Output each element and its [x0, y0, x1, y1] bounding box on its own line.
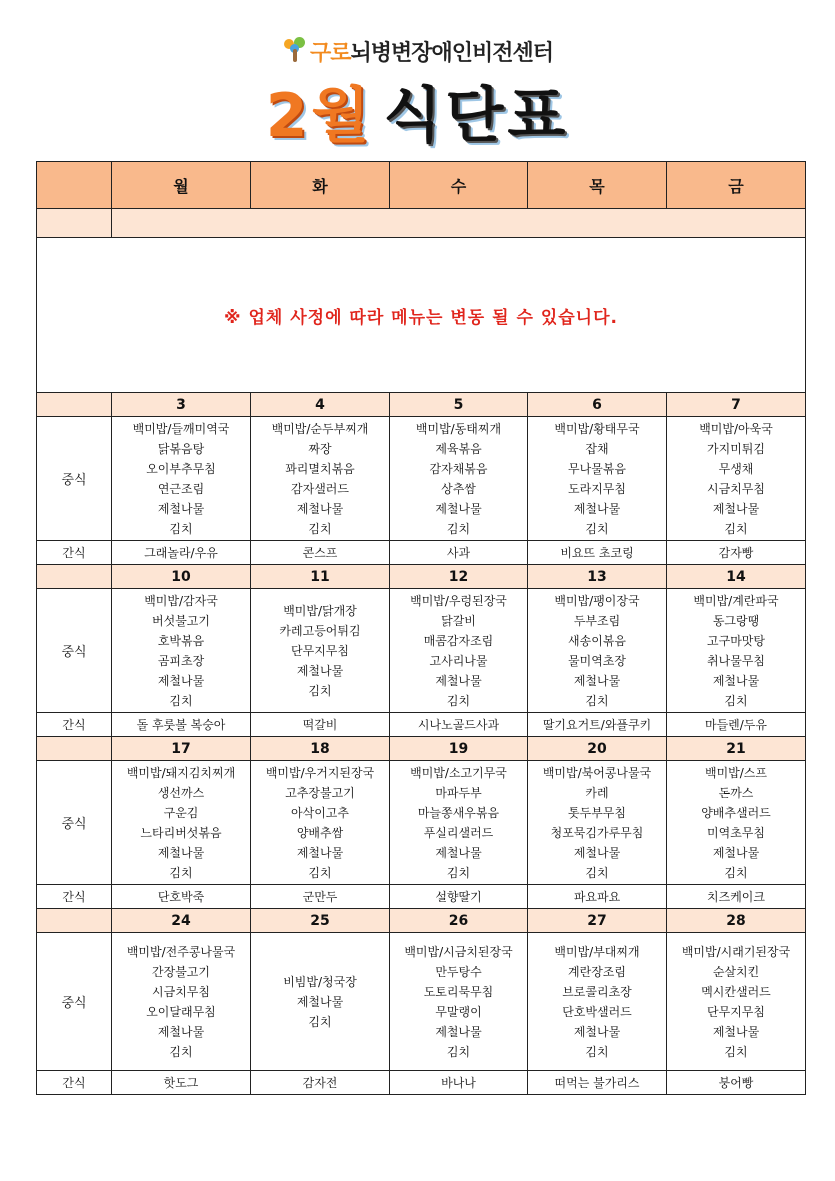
menu-item: 백미밥/아욱국	[699, 421, 773, 436]
lunch-menu-cell	[667, 761, 806, 885]
lunch-menu-cell	[667, 933, 806, 1071]
menu-item: 생선까스	[157, 785, 205, 800]
tree-logo-icon	[282, 37, 308, 63]
menu-item: 김치	[169, 865, 193, 880]
menu-table	[36, 161, 806, 1095]
date-label-cell	[37, 737, 112, 761]
menu-item: 마늘쫑새우볶음	[417, 805, 500, 820]
menu-item: 도라지무침	[568, 481, 626, 496]
menu-item: 카레	[585, 785, 609, 800]
menu-item: 백미밥/스프	[704, 765, 767, 780]
menu-item: 김치	[446, 693, 471, 708]
date-row	[37, 565, 806, 589]
menu-item: 김치	[308, 683, 332, 698]
lunch-menu-cell	[251, 761, 390, 885]
menu-item: 새송이볶음	[568, 633, 626, 648]
title-word: 식단표	[383, 81, 570, 151]
menu-item: 제철나물	[296, 845, 344, 860]
menu-item: 제철나물	[435, 673, 482, 688]
menu-item: 가지미튀김	[707, 441, 765, 456]
menu-item: 비빔밥/청국장	[283, 974, 357, 989]
lunch-menu-cell	[251, 417, 390, 541]
snack-cell: 비요뜨 초코링	[528, 541, 667, 565]
snack-cell: 떠먹는 불가리스	[528, 1071, 667, 1095]
date-cell: 21	[667, 737, 806, 761]
menu-item: 청포묵김가루무침	[550, 825, 644, 840]
snack-row	[37, 1071, 806, 1095]
date-cell: 18	[251, 737, 390, 761]
menu-item: 감자채볶음	[429, 461, 488, 476]
lunch-menu-cell	[667, 417, 806, 541]
menu-item: 마파두부	[435, 785, 482, 800]
menu-item: 호박볶음	[157, 633, 205, 648]
date-cell: 26	[390, 909, 528, 933]
page-header	[0, 0, 835, 160]
menu-item: 무나물볶음	[568, 461, 626, 476]
menu-item: 감자샐러드	[291, 481, 349, 496]
menu-item: 제철나물	[712, 1024, 760, 1039]
blank-band-row	[37, 209, 806, 238]
snack-row	[37, 885, 806, 909]
snack-row	[37, 541, 806, 565]
snack-cell: 시나노골드사과	[390, 713, 528, 737]
lunch-menu-cell	[390, 417, 528, 541]
menu-item: 오이부추무침	[146, 461, 216, 476]
center-name-rest: 뇌병변장애인비전센터	[350, 41, 554, 66]
menu-item: 닭갈비	[441, 613, 476, 628]
menu-item: 아삭이고추	[291, 805, 349, 820]
date-label-cell	[37, 393, 112, 417]
date-row	[37, 393, 806, 417]
weekday-1: 월	[112, 162, 251, 209]
date-cell: 3	[112, 393, 251, 417]
snack-cell: 사과	[390, 541, 528, 565]
menu-item: 잡채	[585, 441, 609, 456]
menu-item: 양배추쌈	[296, 825, 344, 840]
menu-item: 느타리버섯볶음	[140, 825, 222, 840]
menu-item: 제철나물	[296, 501, 344, 516]
menu-item: 버섯불고기	[152, 613, 210, 628]
menu-item: 제철나물	[573, 673, 621, 688]
menu-item: 김치	[585, 1044, 609, 1059]
menu-item: 백미밥/전주콩나물국	[126, 944, 236, 959]
menu-item: 매콤감자조림	[423, 633, 494, 648]
notice-text: ※ 업체 사정에 따라 메뉴는 변동 될 수 있습니다.	[37, 238, 806, 393]
menu-item: 간장불고기	[152, 964, 210, 979]
snack-cell: 감자빵	[667, 541, 806, 565]
menu-item: 김치	[308, 521, 332, 536]
lunch-menu-cell	[528, 761, 667, 885]
snack-cell: 설향딸기	[390, 885, 528, 909]
snack-cell: 마들렌/두유	[667, 713, 806, 737]
menu-item: 백미밥/우렁된장국	[410, 593, 507, 608]
date-row	[37, 737, 806, 761]
snack-cell: 붕어빵	[667, 1071, 806, 1095]
menu-item: 백미밥/우거지된장국	[265, 765, 375, 780]
menu-item: 제철나물	[712, 673, 760, 688]
menu-item: 김치	[585, 865, 609, 880]
date-cell: 4	[251, 393, 390, 417]
date-cell: 5	[390, 393, 528, 417]
menu-item: 물미역초장	[568, 653, 626, 668]
menu-item: 구운김	[163, 805, 199, 820]
lunch-menu-cell	[667, 589, 806, 713]
menu-item: 제철나물	[296, 663, 344, 678]
lunch-label: 중식	[37, 589, 112, 713]
menu-item: 백미밥/감자국	[144, 593, 218, 608]
lunch-menu-cell	[112, 417, 251, 541]
weekday-4: 목	[528, 162, 667, 209]
snack-cell: 치즈케이크	[667, 885, 806, 909]
menu-item: 단호박샐러드	[562, 1004, 632, 1019]
lunch-label: 중식	[37, 761, 112, 885]
weekday-5: 금	[667, 162, 806, 209]
menu-item: 김치	[169, 1044, 193, 1059]
menu-item: 제철나물	[157, 845, 205, 860]
menu-item: 김치	[308, 865, 332, 880]
menu-item: 만두탕수	[435, 964, 482, 979]
menu-item: 제철나물	[712, 845, 760, 860]
menu-item: 짜장	[308, 441, 332, 456]
weekday-2: 화	[251, 162, 390, 209]
menu-item: 단무지무침	[707, 1004, 765, 1019]
menu-item: 김치	[446, 521, 471, 536]
menu-item: 단무지무침	[291, 643, 349, 658]
lunch-row	[37, 933, 806, 1071]
date-label-cell	[37, 909, 112, 933]
date-cell: 28	[667, 909, 806, 933]
date-cell: 10	[112, 565, 251, 589]
lunch-menu-cell	[528, 933, 667, 1071]
snack-cell: 군만두	[251, 885, 390, 909]
menu-item: 제육볶음	[435, 441, 482, 456]
menu-item: 시금치무침	[152, 984, 210, 999]
menu-item: 꽈리멸치볶음	[285, 461, 355, 476]
menu-item: 제철나물	[435, 845, 482, 860]
date-cell: 6	[528, 393, 667, 417]
weekday-3: 수	[390, 162, 528, 209]
lunch-row	[37, 589, 806, 713]
lunch-row	[37, 761, 806, 885]
menu-item: 미역초무침	[707, 825, 765, 840]
menu-item: 두부조림	[573, 613, 621, 628]
menu-item: 푸실리샐러드	[423, 825, 494, 840]
menu-item: 제철나물	[157, 501, 205, 516]
lunch-menu-cell	[390, 761, 528, 885]
center-name-prefix: 구로	[309, 41, 351, 66]
menu-item: 순살치킨	[712, 964, 760, 979]
menu-item: 무말랭이	[435, 1004, 482, 1019]
lunch-label: 중식	[37, 417, 112, 541]
lunch-menu-cell	[112, 589, 251, 713]
snack-cell: 돌 후룻볼 복숭아	[112, 713, 251, 737]
menu-item: 백미밥/동태찌개	[415, 421, 502, 436]
band-label-cell	[37, 209, 112, 238]
date-cell: 25	[251, 909, 390, 933]
menu-item: 김치	[169, 693, 193, 708]
menu-item: 김치	[308, 1014, 332, 1029]
menu-item: 백미밥/계란파국	[693, 593, 779, 608]
menu-item: 양배추샐러드	[701, 805, 771, 820]
snack-label: 간식	[37, 541, 112, 565]
menu-item: 닭볶음탕	[157, 441, 205, 456]
menu-item: 멕시칸샐러드	[701, 984, 771, 999]
corner-cell	[37, 162, 112, 209]
menu-item: 오이달래무침	[146, 1004, 216, 1019]
menu-item: 제철나물	[296, 994, 344, 1009]
menu-item: 취나물무침	[707, 653, 765, 668]
menu-item: 백미밥/시금치된장국	[404, 944, 513, 959]
date-cell: 27	[528, 909, 667, 933]
snack-cell: 바나나	[390, 1071, 528, 1095]
date-cell: 14	[667, 565, 806, 589]
page-title	[0, 68, 835, 154]
lunch-menu-cell	[390, 933, 528, 1071]
menu-item: 브로콜리초장	[562, 984, 632, 999]
snack-cell: 감자전	[251, 1071, 390, 1095]
menu-item: 김치	[446, 1044, 471, 1059]
lunch-menu-cell	[251, 589, 390, 713]
menu-item: 제철나물	[435, 501, 482, 516]
menu-item: 백미밥/닭개장	[283, 603, 357, 618]
menu-item: 백미밥/소고기무국	[410, 765, 507, 780]
date-cell: 24	[112, 909, 251, 933]
menu-item: 상추쌈	[441, 481, 476, 496]
menu-item: 돈까스	[718, 785, 754, 800]
menu-item: 제철나물	[712, 501, 760, 516]
menu-item: 김치	[585, 693, 609, 708]
menu-item: 백미밥/부대찌개	[554, 944, 640, 959]
lunch-menu-cell	[112, 761, 251, 885]
snack-label: 간식	[37, 1071, 112, 1095]
menu-item: 김치	[724, 865, 748, 880]
menu-item: 카레고등어튀김	[279, 623, 361, 638]
band-cell	[112, 209, 806, 238]
lunch-menu-cell	[528, 417, 667, 541]
menu-item: 백미밥/황태무국	[554, 421, 640, 436]
menu-item: 동그랑땡	[712, 613, 760, 628]
menu-item: 고추장불고기	[285, 785, 355, 800]
menu-item: 제철나물	[573, 501, 621, 516]
date-cell: 13	[528, 565, 667, 589]
snack-cell: 단호박죽	[112, 885, 251, 909]
snack-cell: 파요파요	[528, 885, 667, 909]
snack-cell: 핫도그	[112, 1071, 251, 1095]
date-cell: 20	[528, 737, 667, 761]
lunch-menu-cell	[390, 589, 528, 713]
menu-item: 김치	[585, 521, 609, 536]
title-month: 2월	[265, 81, 374, 151]
snack-cell: 그래놀라/우유	[112, 541, 251, 565]
date-cell: 17	[112, 737, 251, 761]
snack-row	[37, 713, 806, 737]
menu-item: 계란장조림	[568, 964, 626, 979]
menu-item: 연근조림	[157, 481, 205, 496]
date-row	[37, 909, 806, 933]
date-cell: 7	[667, 393, 806, 417]
menu-item: 제철나물	[157, 673, 205, 688]
snack-cell: 콘스프	[251, 541, 390, 565]
menu-item: 김치	[724, 693, 748, 708]
snack-label: 간식	[37, 885, 112, 909]
lunch-menu-cell	[528, 589, 667, 713]
menu-item: 백미밥/순두부찌개	[271, 421, 369, 436]
menu-item: 무생채	[718, 461, 754, 476]
menu-item: 백미밥/돼지김치찌개	[126, 765, 236, 780]
snack-cell: 딸기요거트/와플쿠키	[528, 713, 667, 737]
menu-item: 백미밥/시래기된장국	[681, 944, 791, 959]
menu-item: 제철나물	[573, 1024, 621, 1039]
center-name	[0, 36, 835, 67]
menu-item: 고구마맛탕	[707, 633, 765, 648]
date-label-cell	[37, 565, 112, 589]
menu-item: 제철나물	[157, 1024, 205, 1039]
lunch-row	[37, 417, 806, 541]
date-cell: 11	[251, 565, 390, 589]
menu-item: 김치	[724, 1044, 748, 1059]
date-cell: 12	[390, 565, 528, 589]
menu-item: 김치	[446, 865, 471, 880]
menu-item: 백미밥/팽이장국	[554, 593, 640, 608]
date-cell: 19	[390, 737, 528, 761]
lunch-menu-cell	[112, 933, 251, 1071]
menu-item: 제철나물	[435, 1024, 482, 1039]
snack-cell: 떡갈비	[251, 713, 390, 737]
menu-item: 김치	[169, 521, 193, 536]
notice-row	[37, 238, 806, 393]
menu-item: 곰피초장	[157, 653, 205, 668]
menu-item: 백미밥/북어콩나물국	[542, 765, 652, 780]
menu-item: 백미밥/들깨미역국	[132, 421, 230, 436]
menu-item: 제철나물	[573, 845, 621, 860]
weekday-header-row	[37, 162, 806, 209]
menu-item: 도토리묵무침	[423, 984, 494, 999]
snack-label: 간식	[37, 713, 112, 737]
lunch-label: 중식	[37, 933, 112, 1071]
menu-item: 김치	[724, 521, 748, 536]
lunch-menu-cell	[251, 933, 390, 1071]
menu-item: 고사리나물	[429, 653, 488, 668]
menu-item: 시금치무침	[707, 481, 765, 496]
menu-item: 톳두부무침	[568, 805, 626, 820]
